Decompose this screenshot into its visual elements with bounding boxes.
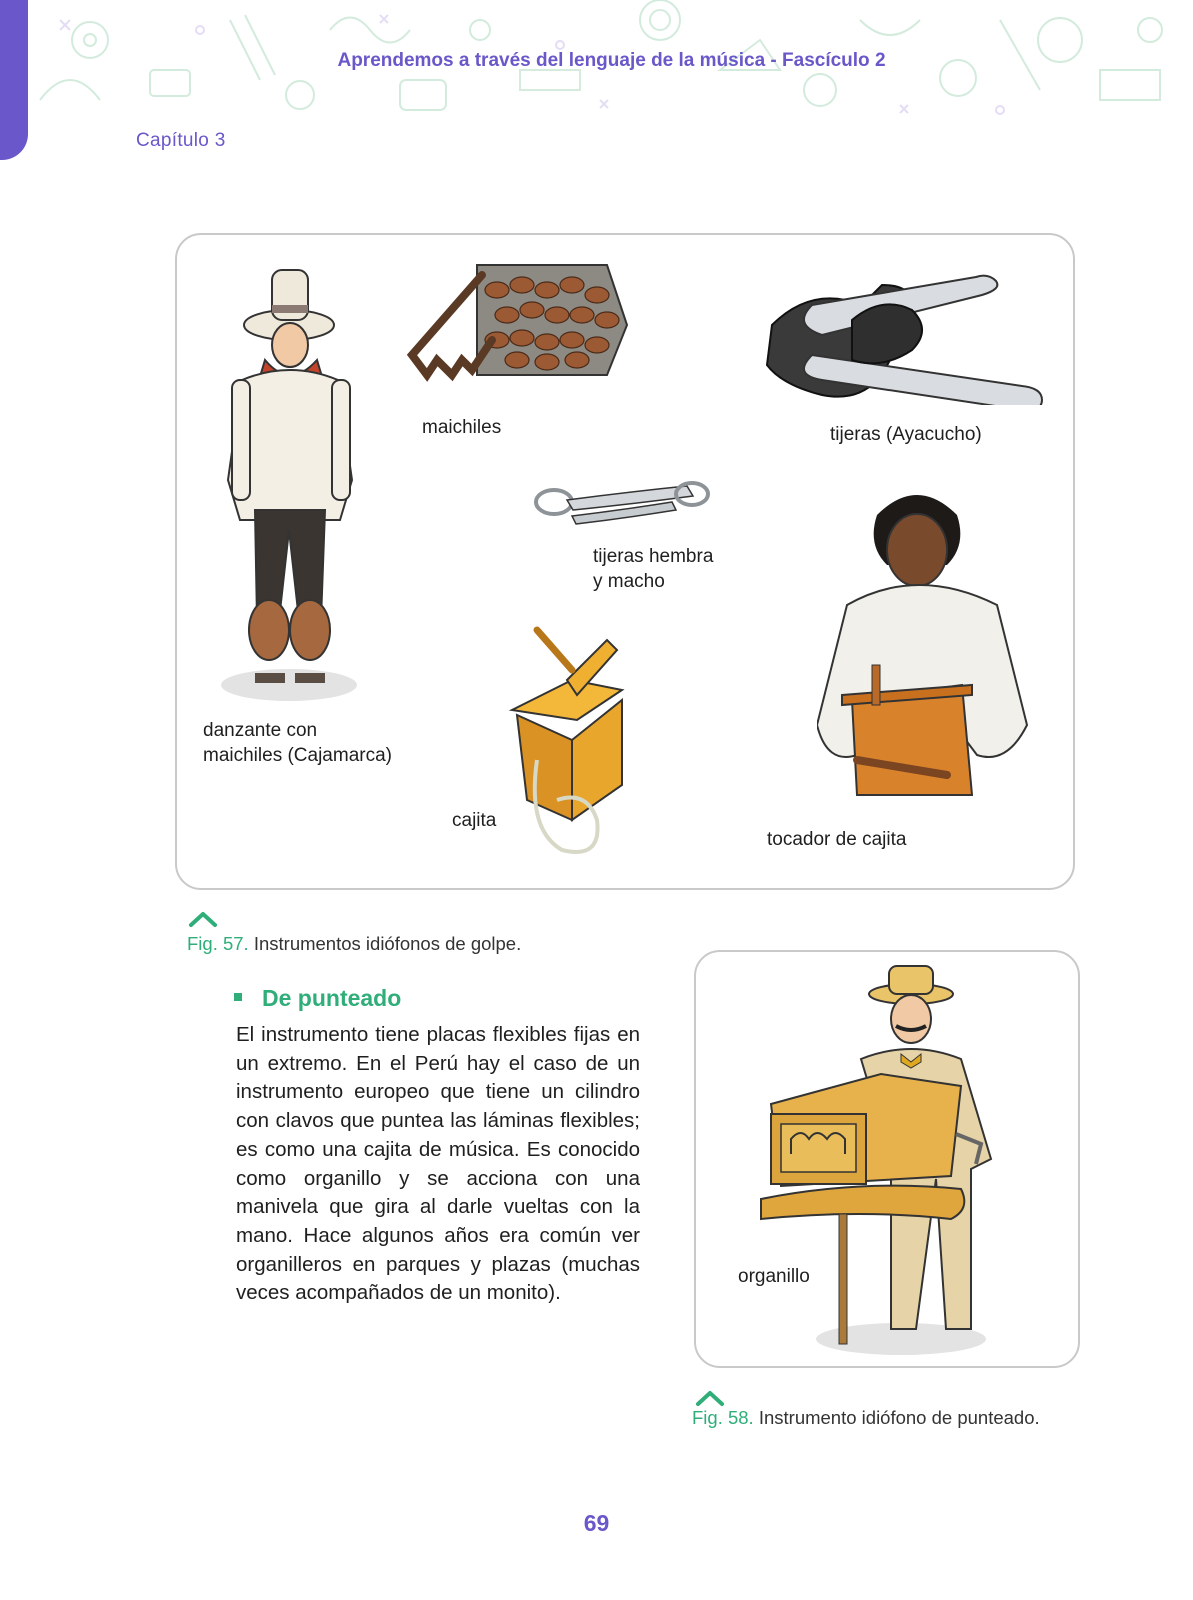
tocador-cajita-illustration [817, 485, 1037, 815]
label-tijeras-hembra-macho: tijeras hembra y macho [593, 546, 714, 592]
tijeras-ayacucho-illustration [752, 265, 1052, 405]
section-heading-text: De punteado [262, 985, 402, 1011]
figure-57-panel [175, 233, 1075, 890]
label-tocador-cajita: tocador de cajita [767, 829, 907, 850]
label-maichiles: maichiles [422, 417, 502, 438]
figure-58-caption-text: Instrumento idiófono de punteado. [753, 1407, 1040, 1428]
danzante-illustration [207, 265, 357, 710]
label-organillo: organillo [738, 1266, 810, 1287]
figure-58-caption [692, 1407, 1040, 1429]
figure-58-number: Fig. 58. [692, 1407, 754, 1428]
chapter-label: Capítulo 3 [136, 130, 226, 151]
running-title: Aprendemos a través del lenguaje de la música - Fascículo 2 [337, 50, 886, 71]
page-number: 69 [583, 1510, 610, 1536]
tijeras-hembra-macho-illustration [532, 480, 712, 530]
chevron-up-icon [188, 910, 218, 928]
section-body: El instrumento tiene placas flexibles fijas en un extremo. En el Perú hay el caso de un instrumento europeo que tiene un cilindro con clavos que puntea las láminas flexibles; es como una cajita de música. Es conocido como organillo y se acciona con una manivela que gira al darle vueltas con la mano. Hace algunos años era común ver organilleros en parques y plazas (muchas veces acompañados de un monito). [236, 1023, 640, 1305]
square-bullet-icon [234, 993, 242, 1001]
label-cajita: cajita [452, 810, 497, 831]
chapter-tab [0, 0, 28, 160]
maichiles-illustration [397, 260, 637, 390]
chevron-up-icon [695, 1389, 725, 1407]
label-tijeras-ayacucho: tijeras (Ayacucho) [830, 424, 982, 445]
figure-57-caption-text: Instrumentos idiófonos de golpe. [248, 933, 522, 954]
section-heading [234, 985, 401, 1012]
cajita-illustration [507, 620, 627, 860]
figure-58-panel [694, 950, 1080, 1368]
figure-57-number: Fig. 57. [187, 933, 249, 954]
organillero-illustration [751, 964, 1011, 1359]
label-danzante: danzante con maichiles (Cajamarca) [203, 720, 392, 766]
figure-57-caption [187, 933, 521, 955]
